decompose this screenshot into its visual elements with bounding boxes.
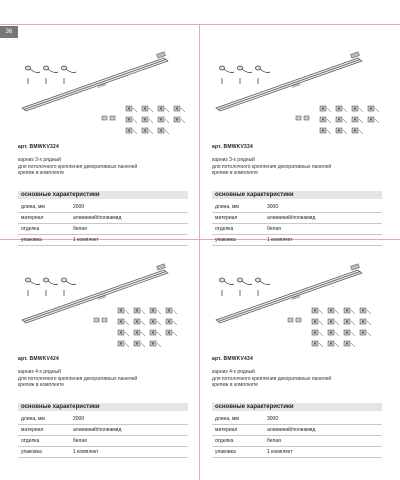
spec-key: отделка (215, 438, 234, 444)
specs-heading: основные характеристики (18, 191, 188, 199)
spec-value: 3000 (267, 204, 279, 210)
glider-bracket-icon (344, 308, 355, 314)
product-card (18, 44, 188, 260)
hook-fastener-icon (26, 278, 41, 296)
connector-icon (296, 116, 309, 120)
spec-value: белая (267, 226, 281, 232)
glider-bracket-icon (312, 319, 323, 325)
product-illustration (212, 256, 382, 351)
spec-value: белая (73, 226, 87, 232)
spec-value: 1 комплект (267, 237, 293, 243)
rail-length-label: 2000 (96, 81, 107, 89)
glider-bracket-icon (150, 330, 161, 336)
spec-row (212, 436, 382, 447)
hook-fastener-icon (44, 66, 59, 84)
description-line: для потолочного крепления декоративных панелей (212, 375, 332, 382)
spec-row (212, 235, 382, 246)
spec-value: 2000 (73, 204, 85, 210)
glider-bracket-icon (320, 117, 331, 123)
glider-bracket-icon (344, 341, 355, 347)
glider-bracket-icon (336, 128, 347, 134)
spec-key: отделка (215, 226, 234, 232)
spec-row (18, 425, 188, 436)
glider-bracket-icon (344, 319, 355, 325)
glider-bracket-icon (352, 117, 363, 123)
glider-bracket-icon (134, 319, 145, 325)
description-line: крепеж в комплекте (18, 170, 65, 176)
glider-bracket-icon (320, 128, 331, 134)
hook-fastener-icon (62, 66, 77, 84)
spec-value: 3000 (267, 416, 279, 422)
glider-bracket-icon (150, 341, 161, 347)
glider-bracket-icon (126, 106, 137, 112)
spec-key: длина, мм (21, 204, 45, 210)
product-illustration (212, 44, 382, 139)
end-cap-icon (157, 264, 166, 270)
glider-bracket-icon (150, 308, 161, 314)
spec-key: материал (21, 215, 44, 221)
glider-bracket-icon (174, 106, 185, 112)
spec-key: упаковка (21, 449, 42, 455)
spec-key: длина, мм (215, 204, 239, 210)
glider-bracket-icon (368, 117, 379, 123)
glider-bracket-icon (328, 341, 339, 347)
glider-bracket-icon (118, 341, 129, 347)
glider-bracket-icon (328, 330, 339, 336)
rail-profile (216, 270, 362, 323)
spec-row (212, 213, 382, 224)
hook-fastener-icon (238, 278, 253, 296)
description-line: карниз 3-х рядный (212, 157, 255, 163)
spec-value: алюминий/полиамид (267, 427, 316, 433)
spec-value: 1 комплект (267, 449, 293, 455)
glider-bracket-icon (134, 308, 145, 314)
rail-profile (22, 270, 168, 323)
end-cap-icon (157, 52, 166, 58)
glider-bracket-icon (312, 330, 323, 336)
product-illustration (18, 256, 188, 351)
glider-bracket-icon (134, 341, 145, 347)
rail-length-label: 3000 (290, 81, 301, 89)
spec-value: алюминий/полиамид (73, 215, 122, 221)
connector-icon (102, 116, 115, 120)
spec-row (18, 235, 188, 246)
hook-fastener-icon (220, 278, 235, 296)
glider-bracket-icon (142, 106, 153, 112)
end-cap-icon (351, 52, 360, 58)
description-line: для потолочного крепления декоративных панелей (18, 375, 138, 382)
specs-heading: основные характеристики (212, 403, 382, 411)
page-number: 36 (0, 26, 18, 38)
product-description (212, 369, 382, 389)
article-number: арт. BMWKV424 (18, 356, 59, 362)
hook-fastener-icon (62, 278, 77, 296)
spec-value: белая (73, 438, 87, 444)
crop-guide-center (199, 24, 200, 480)
glider-bracket-icon (174, 117, 185, 123)
rail-length-label: 2000 (96, 293, 107, 301)
glider-bracket-icon (312, 341, 323, 347)
specs-heading: основные характеристики (18, 403, 188, 411)
glider-bracket-icon (360, 308, 371, 314)
glider-bracket-icon (344, 330, 355, 336)
glider-bracket-icon (312, 308, 323, 314)
product-card (212, 256, 382, 472)
spec-value: алюминий/полиамид (73, 427, 122, 433)
glider-bracket-icon (158, 106, 169, 112)
article-number: арт. BMWKV434 (212, 356, 253, 362)
spec-row (18, 213, 188, 224)
glider-bracket-icon (368, 106, 379, 112)
connector-icon (288, 318, 301, 322)
glider-bracket-icon (150, 319, 161, 325)
rail-profile (216, 58, 362, 111)
product-illustration (18, 44, 188, 139)
hook-fastener-icon (26, 66, 41, 84)
glider-bracket-icon (328, 308, 339, 314)
glider-bracket-icon (166, 308, 177, 314)
spec-key: отделка (21, 438, 40, 444)
spec-row (18, 447, 188, 458)
glider-bracket-icon (126, 117, 137, 123)
glider-bracket-icon (166, 319, 177, 325)
spec-row (18, 224, 188, 235)
product-card (18, 256, 188, 472)
hook-fastener-icon (256, 278, 271, 296)
spec-key: упаковка (215, 449, 236, 455)
spec-key: материал (215, 427, 238, 433)
crop-guide-top (0, 24, 400, 25)
spec-value: белая (267, 438, 281, 444)
product-card (212, 44, 382, 260)
hook-fastener-icon (238, 66, 253, 84)
spec-value: 1 комплект (73, 237, 99, 243)
hook-fastener-icon (44, 278, 59, 296)
spec-row (18, 202, 188, 213)
hook-fastener-icon (220, 66, 235, 84)
end-cap-icon (351, 264, 360, 270)
rail-profile (22, 58, 168, 111)
spec-value: 2000 (73, 416, 85, 422)
glider-bracket-icon (118, 330, 129, 336)
spec-key: длина, мм (215, 416, 239, 422)
spec-row (212, 414, 382, 425)
description-line: крепеж в комплекте (18, 382, 65, 388)
spec-row (212, 202, 382, 213)
product-description (212, 157, 382, 177)
spec-value: 1 комплект (73, 449, 99, 455)
spec-key: отделка (21, 226, 40, 232)
rail-length-label: 3000 (290, 293, 301, 301)
glider-bracket-icon (142, 128, 153, 134)
description-line: крепеж в комплекте (212, 382, 259, 388)
glider-bracket-icon (158, 117, 169, 123)
glider-bracket-icon (336, 106, 347, 112)
hook-fastener-icon (256, 66, 271, 84)
description-line: для потолочного крепления декоративных панелей (212, 163, 332, 170)
product-description (18, 369, 188, 389)
article-number: арт. BMWKV334 (212, 144, 253, 150)
description-line: карниз 3-х рядный (18, 157, 61, 163)
spec-row (212, 224, 382, 235)
spec-value: алюминий/полиамид (267, 215, 316, 221)
description-line: карниз 4-х рядный (212, 369, 255, 375)
spec-row (18, 436, 188, 447)
connector-icon (94, 318, 107, 322)
glider-bracket-icon (320, 106, 331, 112)
product-description (18, 157, 188, 177)
glider-bracket-icon (360, 330, 371, 336)
spec-key: упаковка (21, 237, 42, 243)
spec-row (212, 425, 382, 436)
specs-heading: основные характеристики (212, 191, 382, 199)
article-number: арт. BMWKV324 (18, 144, 59, 150)
glider-bracket-icon (134, 330, 145, 336)
glider-bracket-icon (118, 319, 129, 325)
spec-key: упаковка (215, 237, 236, 243)
glider-bracket-icon (352, 128, 363, 134)
glider-bracket-icon (126, 128, 137, 134)
spec-row (18, 414, 188, 425)
spec-key: материал (215, 215, 238, 221)
glider-bracket-icon (158, 128, 169, 134)
glider-bracket-icon (360, 319, 371, 325)
glider-bracket-icon (142, 117, 153, 123)
spec-row (212, 447, 382, 458)
glider-bracket-icon (118, 308, 129, 314)
spec-key: материал (21, 427, 44, 433)
glider-bracket-icon (328, 319, 339, 325)
spec-key: длина, мм (21, 416, 45, 422)
glider-bracket-icon (166, 330, 177, 336)
glider-bracket-icon (336, 117, 347, 123)
glider-bracket-icon (352, 106, 363, 112)
description-line: карниз 4-х рядный (18, 369, 61, 375)
description-line: для потолочного крепления декоративных панелей (18, 163, 138, 170)
description-line: крепеж в комплекте (212, 170, 259, 176)
